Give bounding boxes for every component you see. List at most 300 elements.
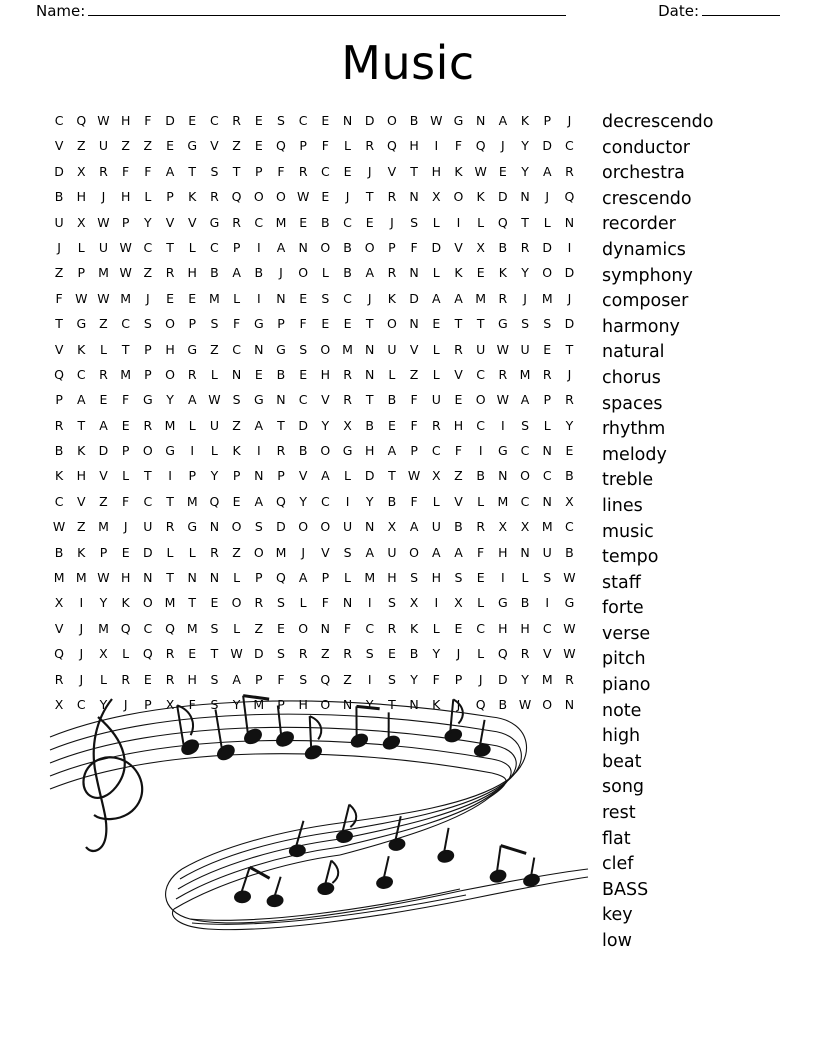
grid-cell[interactable]: N xyxy=(475,113,486,128)
grid-cell[interactable]: P xyxy=(277,468,285,484)
grid-cell[interactable]: W xyxy=(97,214,110,230)
grid-cell[interactable]: M xyxy=(186,493,198,509)
grid-cell[interactable]: R xyxy=(454,341,463,357)
grid-cell[interactable]: C xyxy=(520,493,530,509)
grid-cell[interactable]: P xyxy=(543,392,551,408)
grid-cell[interactable]: A xyxy=(165,163,175,179)
grid-cell[interactable]: T xyxy=(388,696,396,712)
grid-cell[interactable]: N xyxy=(564,696,575,712)
grid-cell[interactable]: V xyxy=(77,493,86,509)
grid-cell[interactable]: E xyxy=(121,544,130,560)
grid-cell[interactable]: W xyxy=(563,646,576,662)
grid-cell[interactable]: U xyxy=(431,392,441,408)
grid-cell[interactable]: W xyxy=(97,290,110,306)
grid-cell[interactable]: C xyxy=(520,443,530,459)
grid-cell[interactable]: L xyxy=(432,366,440,382)
grid-cell[interactable]: B xyxy=(343,239,352,255)
grid-cell[interactable]: N xyxy=(520,189,530,205)
grid-cell[interactable]: C xyxy=(298,392,308,408)
grid-cell[interactable]: Z xyxy=(121,138,130,154)
grid-cell[interactable]: L xyxy=(521,570,529,586)
grid-cell[interactable]: N xyxy=(365,366,375,382)
grid-cell[interactable]: B xyxy=(387,493,397,509)
grid-cell[interactable]: X xyxy=(476,239,485,255)
grid-cell[interactable]: E xyxy=(321,189,330,205)
grid-cell[interactable]: L xyxy=(432,493,440,509)
grid-cell[interactable]: W xyxy=(407,468,421,484)
grid-cell[interactable]: C xyxy=(343,290,352,306)
grid-cell[interactable]: P xyxy=(410,443,418,459)
grid-cell[interactable]: H xyxy=(431,163,441,179)
grid-cell[interactable]: A xyxy=(187,392,197,408)
grid-cell[interactable]: I xyxy=(478,443,483,459)
grid-cell[interactable]: M xyxy=(75,570,87,586)
grid-cell[interactable]: C xyxy=(476,620,486,636)
word-list-item[interactable]: song xyxy=(602,777,645,798)
word-list-item[interactable]: treble xyxy=(602,470,654,491)
grid-cell[interactable]: C xyxy=(143,239,153,255)
grid-cell[interactable]: N xyxy=(342,595,353,611)
grid-cell[interactable]: U xyxy=(209,417,219,433)
grid-cell[interactable]: N xyxy=(498,468,508,484)
grid-cell[interactable]: S xyxy=(521,417,529,433)
grid-cell[interactable]: P xyxy=(55,392,63,408)
grid-cell[interactable]: A xyxy=(365,265,374,281)
grid-cell[interactable]: L xyxy=(432,265,440,281)
grid-cell[interactable]: L xyxy=(144,189,152,205)
grid-cell[interactable]: R xyxy=(498,366,508,382)
grid-cell[interactable]: F xyxy=(188,696,196,712)
grid-cell[interactable]: V xyxy=(409,341,419,357)
grid-cell[interactable]: M xyxy=(475,290,487,306)
grid-cell[interactable]: O xyxy=(409,544,420,560)
grid-cell[interactable]: A xyxy=(276,239,286,255)
grid-cell[interactable]: P xyxy=(77,265,86,281)
grid-cell[interactable]: F xyxy=(454,443,463,459)
grid-cell[interactable]: R xyxy=(232,113,241,128)
grid-cell[interactable]: M xyxy=(519,366,531,382)
grid-cell[interactable]: L xyxy=(432,214,440,230)
grid-cell[interactable]: D xyxy=(143,544,153,560)
grid-cell[interactable]: V xyxy=(99,468,108,484)
grid-cell[interactable]: T xyxy=(166,239,174,255)
grid-cell[interactable]: I xyxy=(367,595,372,611)
grid-cell[interactable]: T xyxy=(55,316,63,332)
word-list-item[interactable]: melody xyxy=(602,444,667,465)
grid-cell[interactable]: N xyxy=(564,214,575,230)
grid-cell[interactable]: K xyxy=(520,113,530,128)
grid-cell[interactable]: S xyxy=(277,646,285,662)
grid-cell[interactable]: C xyxy=(320,163,330,179)
grid-cell[interactable]: T xyxy=(232,163,241,179)
grid-cell[interactable]: C xyxy=(542,620,552,636)
grid-cell[interactable]: O xyxy=(320,696,331,712)
grid-cell[interactable]: Y xyxy=(166,392,174,408)
grid-cell[interactable]: O xyxy=(320,443,331,459)
grid-cell[interactable]: R xyxy=(520,239,530,255)
grid-cell[interactable]: J xyxy=(345,189,350,205)
grid-cell[interactable]: U xyxy=(520,341,530,357)
grid-cell[interactable]: X xyxy=(76,214,86,230)
name-input-line[interactable] xyxy=(88,2,566,16)
grid-cell[interactable]: B xyxy=(565,544,574,560)
grid-cell[interactable]: T xyxy=(365,392,374,408)
grid-cell[interactable]: Z xyxy=(254,620,264,636)
grid-cell[interactable]: O xyxy=(364,239,375,255)
grid-cell[interactable]: S xyxy=(299,671,308,687)
grid-cell[interactable]: Z xyxy=(210,341,219,357)
grid-cell[interactable]: E xyxy=(277,620,285,636)
grid-cell[interactable]: G xyxy=(498,595,508,611)
grid-cell[interactable]: P xyxy=(232,468,241,484)
grid-cell[interactable]: M xyxy=(98,620,109,636)
grid-cell[interactable]: N xyxy=(365,341,375,357)
grid-cell[interactable]: N xyxy=(409,696,419,712)
grid-cell[interactable]: B xyxy=(210,265,219,281)
grid-cell[interactable]: I xyxy=(256,443,261,459)
grid-cell[interactable]: W xyxy=(52,519,66,535)
grid-cell[interactable]: B xyxy=(520,595,530,611)
grid-cell[interactable]: N xyxy=(254,341,264,357)
grid-cell[interactable]: K xyxy=(498,265,507,281)
word-list-item[interactable]: rest xyxy=(602,803,636,824)
grid-cell[interactable]: O xyxy=(298,519,309,535)
grid-cell[interactable]: U xyxy=(542,544,552,560)
grid-cell[interactable]: X xyxy=(387,519,397,535)
grid-cell[interactable]: N xyxy=(187,570,197,586)
grid-cell[interactable]: C xyxy=(210,113,219,128)
word-list-item[interactable]: conductor xyxy=(602,137,691,158)
grid-cell[interactable]: R xyxy=(121,671,130,687)
grid-cell[interactable]: S xyxy=(232,392,241,408)
grid-cell[interactable]: D xyxy=(165,113,175,128)
grid-cell[interactable]: O xyxy=(142,443,153,459)
grid-cell[interactable]: E xyxy=(498,163,507,179)
grid-cell[interactable]: F xyxy=(232,316,241,332)
grid-cell[interactable]: A xyxy=(542,163,552,179)
grid-cell[interactable]: B xyxy=(476,468,485,484)
grid-cell[interactable]: F xyxy=(277,671,285,687)
grid-cell[interactable]: T xyxy=(144,468,152,484)
grid-cell[interactable]: O xyxy=(165,316,175,332)
grid-cell[interactable]: F xyxy=(122,163,130,179)
word-list-item[interactable]: staff xyxy=(602,572,641,593)
grid-cell[interactable]: E xyxy=(166,138,174,154)
grid-cell[interactable]: O xyxy=(231,595,242,611)
grid-cell[interactable]: T xyxy=(121,341,130,357)
grid-cell[interactable]: M xyxy=(364,570,376,586)
grid-cell[interactable]: A xyxy=(454,290,463,306)
grid-cell[interactable]: P xyxy=(188,316,196,332)
grid-cell[interactable]: B xyxy=(54,544,64,560)
grid-cell[interactable]: G xyxy=(76,316,87,332)
grid-cell[interactable]: R xyxy=(565,671,574,687)
grid-cell[interactable]: I xyxy=(434,595,439,611)
grid-cell[interactable]: Z xyxy=(76,138,86,154)
grid-cell[interactable]: N xyxy=(409,265,419,281)
grid-cell[interactable]: W xyxy=(430,113,443,128)
grid-cell[interactable]: B xyxy=(365,417,374,433)
word-list-item[interactable]: lines xyxy=(602,495,643,516)
grid-cell[interactable]: P xyxy=(255,671,263,687)
grid-cell[interactable]: Y xyxy=(210,468,219,484)
grid-cell[interactable]: M xyxy=(342,341,353,357)
grid-cell[interactable]: T xyxy=(521,214,529,230)
grid-cell[interactable]: J xyxy=(279,265,283,281)
grid-cell[interactable]: M xyxy=(275,214,287,230)
word-list-item[interactable]: natural xyxy=(602,342,665,363)
grid-cell[interactable]: U xyxy=(98,138,109,154)
grid-cell[interactable]: I xyxy=(168,468,172,484)
grid-cell[interactable]: S xyxy=(387,595,396,611)
grid-cell[interactable]: Z xyxy=(99,493,108,509)
grid-cell[interactable]: V xyxy=(542,646,552,662)
grid-cell[interactable]: J xyxy=(123,696,128,712)
grid-cell[interactable]: M xyxy=(120,290,132,306)
grid-cell[interactable]: L xyxy=(299,595,307,611)
grid-cell[interactable]: N xyxy=(542,443,552,459)
grid-cell[interactable]: K xyxy=(54,468,64,484)
grid-cell[interactable]: J xyxy=(567,113,572,128)
grid-cell[interactable]: B xyxy=(254,265,264,281)
grid-cell[interactable]: E xyxy=(343,163,352,179)
grid-cell[interactable]: X xyxy=(54,696,64,712)
word-list-item[interactable]: verse xyxy=(602,623,651,644)
grid-cell[interactable]: Q xyxy=(120,620,131,636)
grid-cell[interactable]: Q xyxy=(475,696,486,712)
grid-cell[interactable]: H xyxy=(76,189,86,205)
grid-cell[interactable]: Z xyxy=(143,265,153,281)
grid-cell[interactable]: G xyxy=(187,341,198,357)
grid-cell[interactable]: Q xyxy=(54,366,65,382)
grid-cell[interactable]: N xyxy=(209,519,220,535)
grid-cell[interactable]: V xyxy=(321,392,330,408)
grid-cell[interactable]: H xyxy=(498,620,508,636)
grid-cell[interactable]: Y xyxy=(99,696,108,712)
grid-cell[interactable]: T xyxy=(410,163,418,179)
grid-cell[interactable]: D xyxy=(298,417,308,433)
grid-cell[interactable]: S xyxy=(410,570,419,586)
grid-cell[interactable]: G xyxy=(187,138,198,154)
grid-cell[interactable]: R xyxy=(343,392,352,408)
grid-cell[interactable]: J xyxy=(79,671,84,687)
grid-cell[interactable]: Y xyxy=(365,696,374,712)
grid-cell[interactable]: R xyxy=(210,544,219,560)
grid-cell[interactable]: R xyxy=(520,646,530,662)
grid-cell[interactable]: H xyxy=(120,113,131,128)
grid-cell[interactable]: F xyxy=(144,113,152,128)
grid-cell[interactable]: S xyxy=(210,316,219,332)
grid-cell[interactable]: X xyxy=(165,696,175,712)
grid-cell[interactable]: C xyxy=(431,443,441,459)
grid-cell[interactable]: I xyxy=(456,214,461,230)
grid-cell[interactable]: D xyxy=(498,189,508,205)
grid-cell[interactable]: O xyxy=(453,189,464,205)
grid-cell[interactable]: G xyxy=(276,341,286,357)
grid-cell[interactable]: L xyxy=(77,239,85,255)
word-list-item[interactable]: orchestra xyxy=(602,163,685,184)
grid-cell[interactable]: W xyxy=(496,341,510,357)
word-list-item[interactable]: music xyxy=(602,521,654,542)
grid-cell[interactable]: A xyxy=(321,468,330,484)
word-list-item[interactable]: pitch xyxy=(602,649,646,670)
grid-cell[interactable]: A xyxy=(254,493,264,509)
grid-cell[interactable]: H xyxy=(187,265,197,281)
grid-cell[interactable]: I xyxy=(367,671,372,687)
grid-cell[interactable]: S xyxy=(210,696,219,712)
grid-cell[interactable]: W xyxy=(97,113,110,128)
word-list-item[interactable]: piano xyxy=(602,675,651,696)
grid-cell[interactable]: S xyxy=(143,316,152,332)
grid-cell[interactable]: Z xyxy=(99,316,108,332)
grid-cell[interactable]: S xyxy=(210,671,219,687)
grid-cell[interactable]: E xyxy=(166,290,174,306)
grid-cell[interactable]: R xyxy=(565,163,574,179)
grid-cell[interactable]: H xyxy=(320,366,331,382)
grid-cell[interactable]: H xyxy=(365,443,375,459)
grid-cell[interactable]: M xyxy=(541,290,553,306)
grid-cell[interactable]: R xyxy=(298,646,308,662)
grid-cell[interactable]: C xyxy=(76,366,86,382)
grid-cell[interactable]: Q xyxy=(76,113,87,128)
grid-cell[interactable]: Q xyxy=(475,138,486,154)
grid-cell[interactable]: T xyxy=(365,316,374,332)
grid-cell[interactable]: L xyxy=(432,341,440,357)
grid-cell[interactable]: D xyxy=(364,113,375,128)
word-list-item[interactable]: BASS xyxy=(602,879,649,900)
grid-cell[interactable]: S xyxy=(387,671,396,687)
grid-cell[interactable]: H xyxy=(187,671,197,687)
grid-cell[interactable]: B xyxy=(409,113,419,128)
grid-cell[interactable]: J xyxy=(101,189,106,205)
grid-cell[interactable]: C xyxy=(565,138,574,154)
grid-cell[interactable]: E xyxy=(232,493,241,509)
grid-cell[interactable]: H xyxy=(120,570,131,586)
grid-cell[interactable]: Z xyxy=(54,265,64,281)
grid-cell[interactable]: E xyxy=(299,214,308,230)
grid-cell[interactable]: Q xyxy=(209,493,220,509)
grid-cell[interactable]: D xyxy=(276,519,286,535)
grid-cell[interactable]: V xyxy=(187,214,197,230)
grid-cell[interactable]: B xyxy=(298,443,308,459)
grid-cell[interactable]: A xyxy=(498,113,508,128)
grid-cell[interactable]: M xyxy=(164,595,176,611)
grid-cell[interactable]: E xyxy=(188,113,197,128)
grid-cell[interactable]: M xyxy=(275,544,287,560)
grid-cell[interactable]: H xyxy=(76,468,86,484)
grid-cell[interactable]: E xyxy=(254,366,263,382)
grid-cell[interactable]: E xyxy=(321,316,330,332)
grid-cell[interactable]: M xyxy=(541,519,553,535)
grid-cell[interactable]: E xyxy=(543,341,552,357)
grid-cell[interactable]: O xyxy=(542,265,553,281)
grid-cell[interactable]: U xyxy=(54,214,64,230)
grid-cell[interactable]: C xyxy=(298,113,308,128)
grid-cell[interactable]: B xyxy=(54,189,64,205)
grid-cell[interactable]: Q xyxy=(142,646,153,662)
grid-cell[interactable]: F xyxy=(477,544,485,560)
grid-cell[interactable]: K xyxy=(188,189,197,205)
grid-cell[interactable]: C xyxy=(76,696,86,712)
grid-cell[interactable]: P xyxy=(299,138,307,154)
grid-cell[interactable]: R xyxy=(387,620,397,636)
grid-cell[interactable]: E xyxy=(254,113,263,128)
grid-cell[interactable]: T xyxy=(277,417,285,433)
grid-cell[interactable]: G xyxy=(498,316,508,332)
grid-cell[interactable]: W xyxy=(119,239,132,255)
grid-cell[interactable]: P xyxy=(277,316,285,332)
grid-cell[interactable]: J xyxy=(390,214,394,230)
grid-cell[interactable]: K xyxy=(454,265,463,281)
grid-cell[interactable]: F xyxy=(321,138,329,154)
grid-cell[interactable]: L xyxy=(122,646,130,662)
grid-cell[interactable]: H xyxy=(165,341,175,357)
grid-cell[interactable]: O xyxy=(298,265,309,281)
grid-cell[interactable]: R xyxy=(165,519,175,535)
grid-cell[interactable]: R xyxy=(276,443,286,459)
grid-cell[interactable]: I xyxy=(256,290,261,306)
grid-cell[interactable]: T xyxy=(166,570,174,586)
grid-cell[interactable]: C xyxy=(210,239,219,255)
word-list-item[interactable]: recorder xyxy=(602,214,676,235)
grid-cell[interactable]: Y xyxy=(365,493,374,509)
grid-cell[interactable]: X xyxy=(498,519,508,535)
grid-cell[interactable]: U xyxy=(476,341,486,357)
grid-cell[interactable]: K xyxy=(77,544,86,560)
word-list-item[interactable]: key xyxy=(602,905,633,926)
grid-cell[interactable]: N xyxy=(342,696,353,712)
date-input-line[interactable] xyxy=(702,2,780,16)
grid-cell[interactable]: O xyxy=(320,519,331,535)
grid-cell[interactable]: Q xyxy=(276,570,286,586)
grid-cell[interactable]: S xyxy=(277,113,285,128)
grid-cell[interactable]: U xyxy=(431,519,441,535)
grid-cell[interactable]: C xyxy=(320,493,330,509)
grid-cell[interactable]: R xyxy=(387,265,397,281)
grid-cell[interactable]: F xyxy=(122,493,130,509)
grid-cell[interactable]: P xyxy=(321,570,330,586)
grid-cell[interactable]: S xyxy=(410,214,419,230)
grid-cell[interactable]: H xyxy=(387,570,397,586)
grid-cell[interactable]: F xyxy=(343,620,352,636)
grid-cell[interactable]: E xyxy=(299,290,308,306)
grid-cell[interactable]: W xyxy=(563,620,576,636)
grid-cell[interactable]: L xyxy=(477,595,485,611)
grid-cell[interactable]: K xyxy=(432,696,441,712)
grid-cell[interactable]: T xyxy=(454,316,463,332)
grid-cell[interactable]: I xyxy=(545,595,550,611)
grid-cell[interactable]: F xyxy=(321,595,329,611)
grid-cell[interactable]: C xyxy=(121,316,131,332)
word-list-item[interactable]: spaces xyxy=(602,393,663,414)
grid-cell[interactable]: X xyxy=(99,646,108,662)
grid-cell[interactable]: A xyxy=(254,417,264,433)
grid-cell[interactable]: R xyxy=(365,138,375,154)
grid-cell[interactable]: E xyxy=(299,366,308,382)
grid-cell[interactable]: J xyxy=(456,696,461,712)
grid-cell[interactable]: I xyxy=(190,443,195,459)
grid-cell[interactable]: N xyxy=(231,366,242,382)
grid-cell[interactable]: Z xyxy=(143,138,153,154)
grid-cell[interactable]: F xyxy=(410,417,418,433)
grid-cell[interactable]: C xyxy=(54,493,64,509)
grid-cell[interactable]: L xyxy=(188,417,196,433)
grid-cell[interactable]: F xyxy=(277,163,285,179)
grid-cell[interactable]: E xyxy=(365,214,374,230)
grid-cell[interactable]: B xyxy=(387,392,397,408)
grid-cell[interactable]: J xyxy=(79,646,84,662)
grid-cell[interactable]: I xyxy=(256,239,261,255)
